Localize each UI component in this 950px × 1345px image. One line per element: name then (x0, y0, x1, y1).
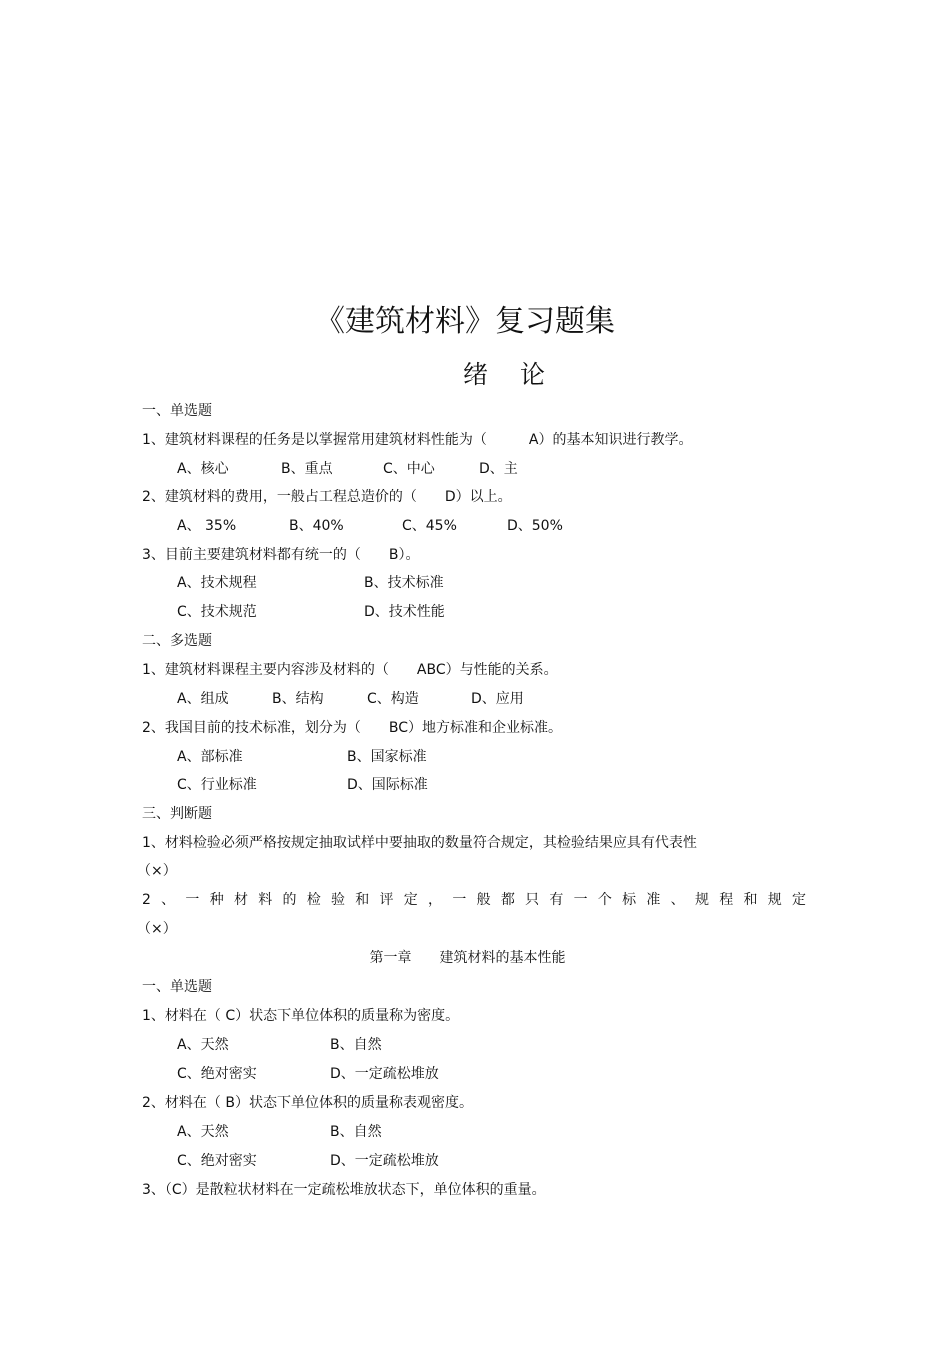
question-text: 1、建筑材料课程的任务是以掌握常用建筑材料性能为（ A）的基本知识进行教学。 (142, 432, 693, 448)
option: D、一定疏松堆放 (330, 1153, 439, 1169)
option: B、自然 (330, 1124, 382, 1140)
section-heading: 二、多选题 (142, 633, 212, 649)
question-text: 1、材料在（ C）状态下单位体积的质量称为密度。 (142, 1008, 460, 1024)
option: C、45% (402, 518, 457, 534)
question-text: 2、我国目前的技术标准，划分为（ BC）地方标准和企业标准。 (142, 720, 563, 736)
option: D、50% (507, 518, 563, 534)
option: A、天然 (177, 1124, 229, 1140)
option: C、中心 (383, 461, 435, 477)
option: C、行业标准 (177, 777, 257, 793)
option: C、构造 (367, 691, 419, 707)
option: A、核心 (177, 461, 229, 477)
option: D、国际标准 (347, 777, 428, 793)
intro-heading: 绪 论 (463, 360, 557, 389)
option: D、技术性能 (364, 604, 445, 620)
option: A、 35% (177, 518, 237, 534)
option: B、技术标准 (364, 575, 444, 591)
option: B、国家标准 (347, 749, 427, 765)
option: D、主 (479, 461, 518, 477)
option: C、技术规范 (177, 604, 257, 620)
option: B、40% (289, 518, 344, 534)
option: A、部标准 (177, 749, 243, 765)
question-text: 3、（C）是散粒状材料在一定疏松堆放状态下，单位体积的重量。 (142, 1182, 546, 1198)
option: C、绝对密实 (177, 1153, 257, 1169)
option: D、一定疏松堆放 (330, 1066, 439, 1082)
document-title: 《建筑材料》复习题集 (315, 304, 615, 339)
section-heading: 一、单选题 (142, 979, 212, 995)
judgment-answer: （×） (137, 921, 177, 937)
option: B、重点 (281, 461, 333, 477)
chapter-heading: 第一章 建筑材料的基本性能 (369, 950, 566, 966)
question-text: 3、目前主要建筑材料都有统一的（ B）。 (142, 547, 420, 563)
option: B、自然 (330, 1037, 382, 1053)
option: A、组成 (177, 691, 229, 707)
section-heading: 三、判断题 (142, 806, 212, 822)
judgment-answer: （×） (137, 863, 177, 879)
option: A、技术规程 (177, 575, 257, 591)
option: B、结构 (272, 691, 324, 707)
section-heading: 一、单选题 (142, 403, 212, 419)
option: A、天然 (177, 1037, 229, 1053)
judgment-statement: 2、一种材料的检验和评定，一般都只有一个标准、规程和规定 (142, 892, 806, 908)
option: D、应用 (471, 691, 524, 707)
question-text: 2、建筑材料的费用，一般占工程总造价的（ D）以上。 (142, 489, 512, 505)
option: C、绝对密实 (177, 1066, 257, 1082)
question-text: 2、材料在（ B）状态下单位体积的质量称表观密度。 (142, 1095, 473, 1111)
question-text: 1、建筑材料课程主要内容涉及材料的（ ABC）与性能的关系。 (142, 662, 558, 678)
judgment-statement: 1、材料检验必须严格按规定抽取试样中要抽取的数量符合规定，其检验结果应具有代表性 (142, 835, 697, 851)
